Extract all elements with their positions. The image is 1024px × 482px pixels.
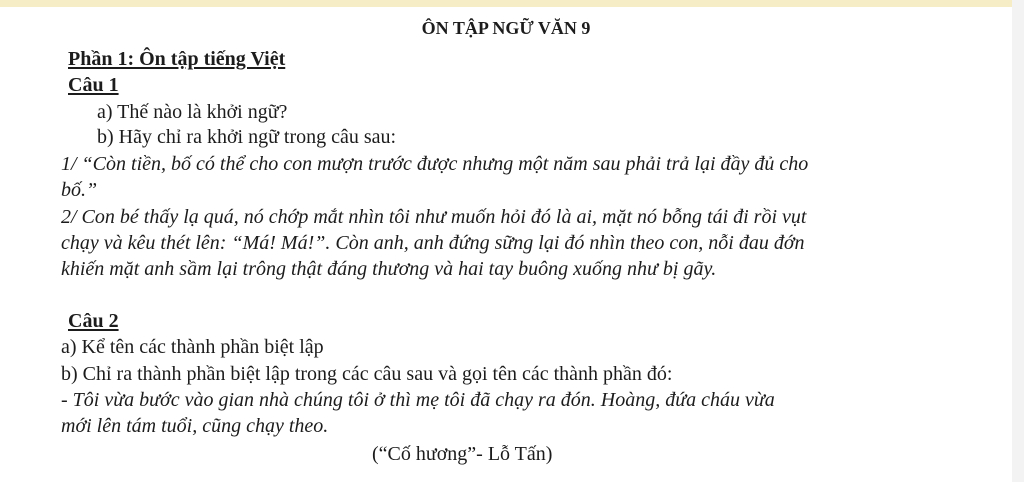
example2-line-1: 2/ Con bé thấy lạ quá, nó chớp mắt nhìn tôi như muốn hỏi đó là ai, mặt nó bỗng tái đi rồi vụt bbox=[61, 206, 807, 228]
question1-label: Câu 1 bbox=[68, 74, 119, 96]
example2-line-3: khiến mặt anh sầm lại trông thật đáng thương và hai tay buông xuống như bị gãy. bbox=[61, 258, 717, 280]
question2-item-b: b) Chỉ ra thành phần biệt lập trong các câu sau và gọi tên các thành phần đó: bbox=[61, 363, 673, 385]
citation-source: (“Cố hương”- Lỗ Tấn) bbox=[372, 443, 553, 465]
question2-example-line-2: mới lên tám tuổi, cũng chạy theo. bbox=[61, 415, 329, 437]
right-margin-band bbox=[1012, 0, 1024, 482]
example1-line-2: bố.” bbox=[61, 179, 98, 201]
question1-item-a: a) Thế nào là khởi ngữ? bbox=[97, 101, 288, 123]
question2-example-line-1: - Tôi vừa bước vào gian nhà chúng tôi ở thì mẹ tôi đã chạy ra đón. Hoàng, đứa cháu vừa bbox=[61, 389, 775, 411]
question2-label: Câu 2 bbox=[68, 310, 119, 332]
question2-item-a: a) Kể tên các thành phần biệt lập bbox=[61, 336, 324, 358]
example1-line-1: 1/ “Còn tiền, bố có thể cho con mượn trước được nhưng một năm sau phải trả lại đầy đủ cho bbox=[61, 153, 809, 175]
example2-line-2: chạy và kêu thét lên: “Má! Má!”. Còn anh, anh đứng sững lại đó nhìn theo con, nỗi đau đớn bbox=[61, 232, 805, 254]
document-title: ÔN TẬP NGỮ VĂN 9 bbox=[421, 18, 591, 38]
part1-heading: Phần 1: Ôn tập tiếng Việt bbox=[68, 48, 286, 70]
question1-item-b: b) Hãy chỉ ra khởi ngữ trong câu sau: bbox=[97, 126, 397, 148]
